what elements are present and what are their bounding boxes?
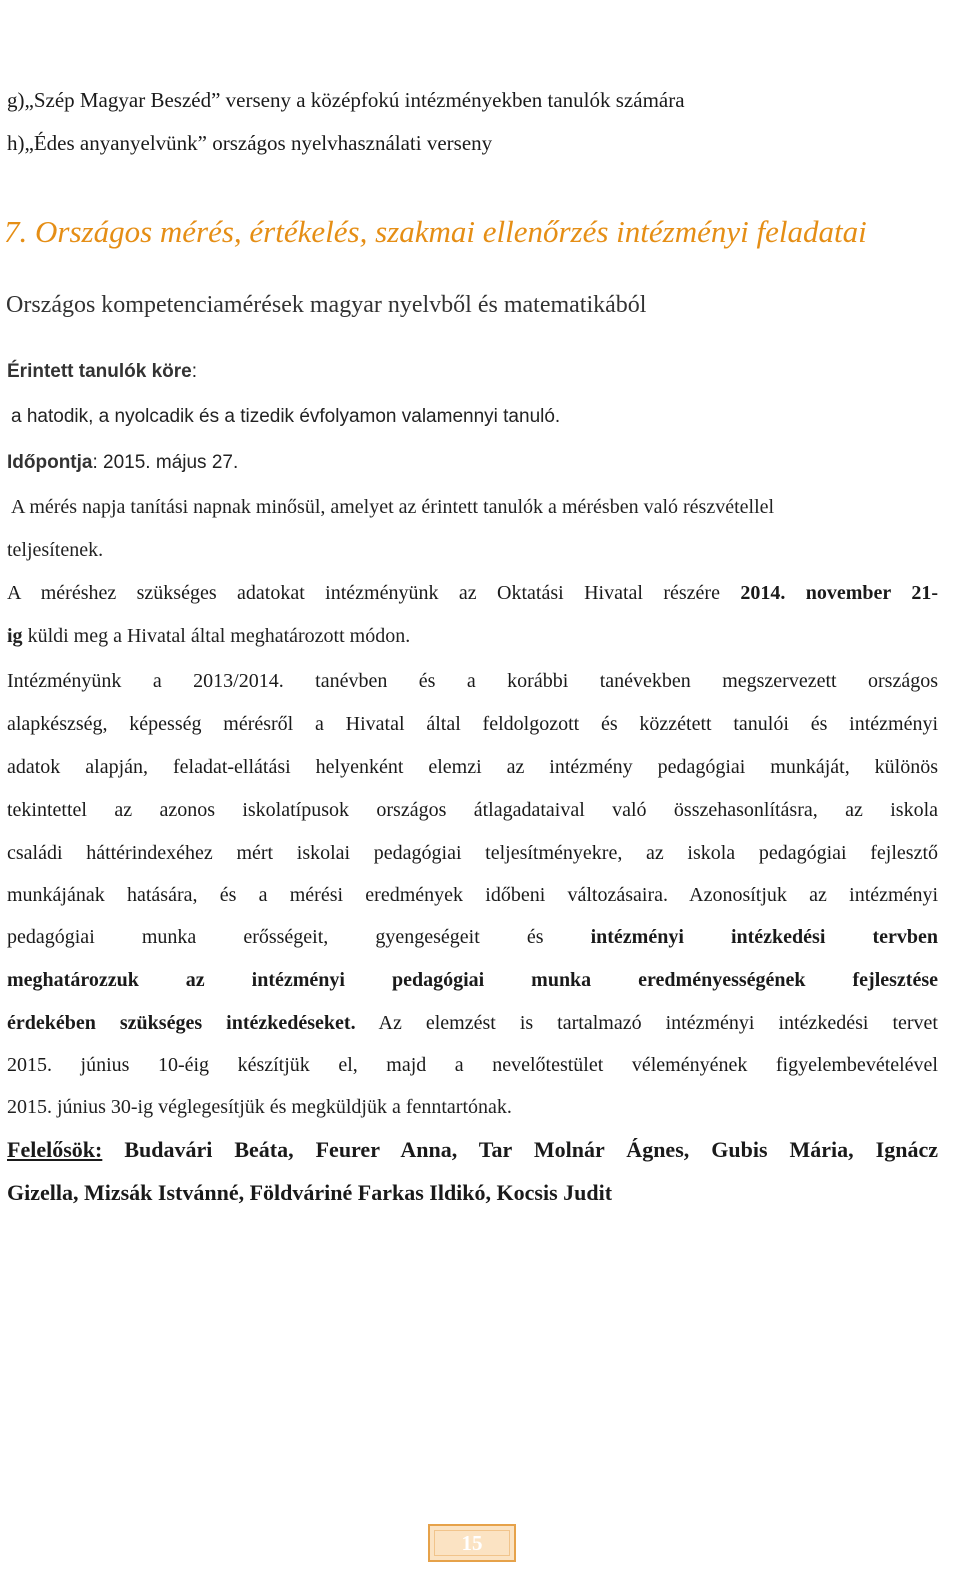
section-subheading: Országos kompetenciamérések magyar nyelvből és matematikából xyxy=(6,292,647,318)
analysis-line-8 xyxy=(7,969,938,992)
measurement-day-line-2: teljesítenek. xyxy=(7,539,104,561)
analysis-line-10: 2015. június 10-éig készítjük el, majd a nevelőtestület véleményének figyelembevételével xyxy=(7,1054,938,1076)
affected-students-label-bold: Érintett tanulók köre xyxy=(7,361,192,382)
analysis-line-2: alapkészség, képesség mérésről a Hivatal által feldolgozott és közzétett tanulói és intézményi xyxy=(7,713,938,735)
analysis-line-9-text: Az elemzést is tartalmazó intézményi intézkedési tervet xyxy=(355,1012,938,1034)
header-line-1 xyxy=(0,6,960,35)
affected-students-label-colon: : xyxy=(191,361,198,382)
competition-item-g: g)„Szép Magyar Beszéd” verseny a középfokú intézményekben tanulók számára xyxy=(7,88,685,112)
page-number: 15 xyxy=(461,1530,483,1555)
data-submission-text: A méréshez szükséges adatokat intézményünk az Oktatási Hivatal részére xyxy=(7,582,741,604)
analysis-line-7 xyxy=(7,926,938,949)
data-submission-line-2 xyxy=(7,625,410,648)
page-header xyxy=(0,6,960,64)
header-school-name-plain: A Budapest IX. xyxy=(98,8,229,32)
analysis-line-5: családi háttérindexéhez mért iskolai pedagógiai teljesítményekre, az iskola pedagógiai fejlesztő xyxy=(7,842,938,864)
analysis-line-6: munkájának hatására, és a mérési eredmények időbeni változásaira. Azonosítjuk az intézményi xyxy=(7,884,938,906)
affected-students-label xyxy=(7,361,197,383)
measurement-day-line-1: A mérés napja tanítási napnak minősül, amelyet az érintett tanulók a mérésben való részvétellel xyxy=(11,496,775,518)
responsible-label: Felelősök: xyxy=(7,1137,103,1162)
page-number-box xyxy=(428,1524,516,1562)
responsible-line-1 xyxy=(7,1137,938,1163)
data-submission-deadline-suffix: ig xyxy=(7,625,23,647)
analysis-line-7-bold: intézményi intézkedési tervben xyxy=(590,926,938,948)
data-submission-text-end: küldi meg a Hivatal által meghatározott módon. xyxy=(22,625,411,647)
affected-students-text: a hatodik, a nyolcadik és a tizedik évfolyamon valamennyi tanuló. xyxy=(11,406,561,427)
responsible-line-2: Gizella, Mizsák Istvánné, Földváriné Farkas Ildikó, Kocsis Judit xyxy=(7,1180,613,1205)
header-school-name-italic: Kerületi Weöres Sándor Általános Iskola és Gimnázium éves munkaterve a xyxy=(228,8,862,32)
analysis-line-3: adatok alapján, feladat-ellátási helyenként elemzi az intézmény pedagógiai munkáját, különös xyxy=(7,756,938,778)
analysis-line-4: tekintettel az azonos iskolatípusok országos átlagadataival való összehasonlításra, az iskola xyxy=(7,799,938,821)
measurement-date-value: : 2015. május 27. xyxy=(92,452,239,473)
responsible-names-1: Budavári Beáta, Feurer Anna, Tar Molnár Ágnes, Gubis Mária, Ignácz xyxy=(102,1137,938,1162)
analysis-line-11: 2015. június 30-ig véglegesítjük és megküldjük a fenntartónak. xyxy=(7,1096,512,1118)
measurement-date-label: Időpontja xyxy=(7,452,93,473)
competition-item-h: h)„Édes anyanyelvünk” országos nyelvhasználati verseny xyxy=(7,131,493,155)
data-submission-deadline: 2014. november 21- xyxy=(740,582,938,604)
analysis-line-7-text: pedagógiai munka erősségeit, gyengeségeit és xyxy=(7,926,591,948)
data-submission-line-1 xyxy=(7,582,938,605)
analysis-line-1: Intézményünk a 2013/2014. tanévben és a korábbi tanévekben megszervezett országos xyxy=(7,670,938,692)
header-year-plain: 2014/2015. xyxy=(398,37,494,61)
measurement-date xyxy=(7,452,238,474)
section-heading: 7. Országos mérés, értékelés, szakmai ellenőrzés intézményi feladatai xyxy=(4,214,867,249)
analysis-line-9 xyxy=(7,1012,938,1035)
analysis-line-8-bold: meghatározzuk az intézményi pedagógiai munka eredményességének fejlesztése xyxy=(7,969,938,991)
header-year-italic: tanévre xyxy=(493,37,562,61)
header-line-2 xyxy=(0,35,960,64)
analysis-line-9-bold: érdekében szükséges intézkedéseket. xyxy=(7,1012,356,1034)
